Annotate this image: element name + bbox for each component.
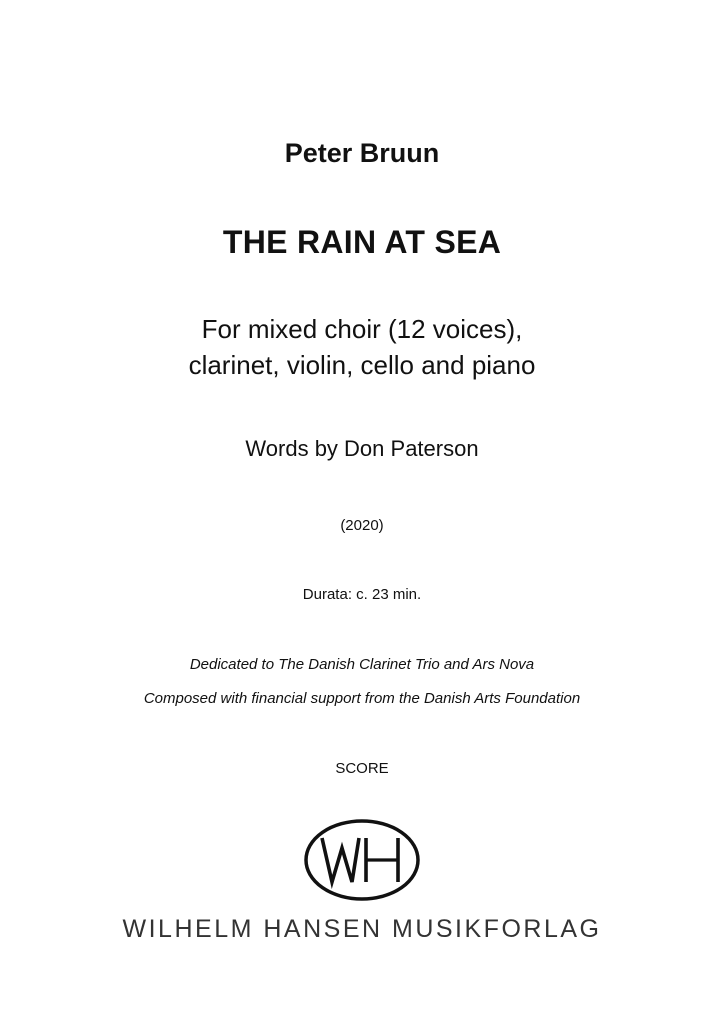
publisher-logo (302, 818, 422, 902)
instrumentation-line-2: clarinet, violin, cello and piano (188, 350, 536, 380)
score-label: SCORE (335, 760, 389, 777)
lyricist-credit: Words by Don Paterson (245, 436, 479, 461)
publisher-name: WILHELM HANSEN MUSIKFORLAG (122, 915, 602, 943)
logo-oval (306, 821, 418, 899)
composition-year: (2020) (340, 517, 384, 534)
duration: Durata: c. 23 min. (302, 586, 422, 603)
funding-note: Composed with financial support from the Danish Arts Foundation (143, 690, 581, 707)
instrumentation-line-1: For mixed choir (12 voices), (201, 314, 523, 344)
composer-name: Peter Bruun (284, 138, 440, 168)
dedication: Dedicated to The Danish Clarinet Trio and Ars Nova (189, 656, 535, 673)
work-title: THE RAIN AT SEA (222, 224, 502, 260)
logo-letter-w (322, 838, 359, 882)
